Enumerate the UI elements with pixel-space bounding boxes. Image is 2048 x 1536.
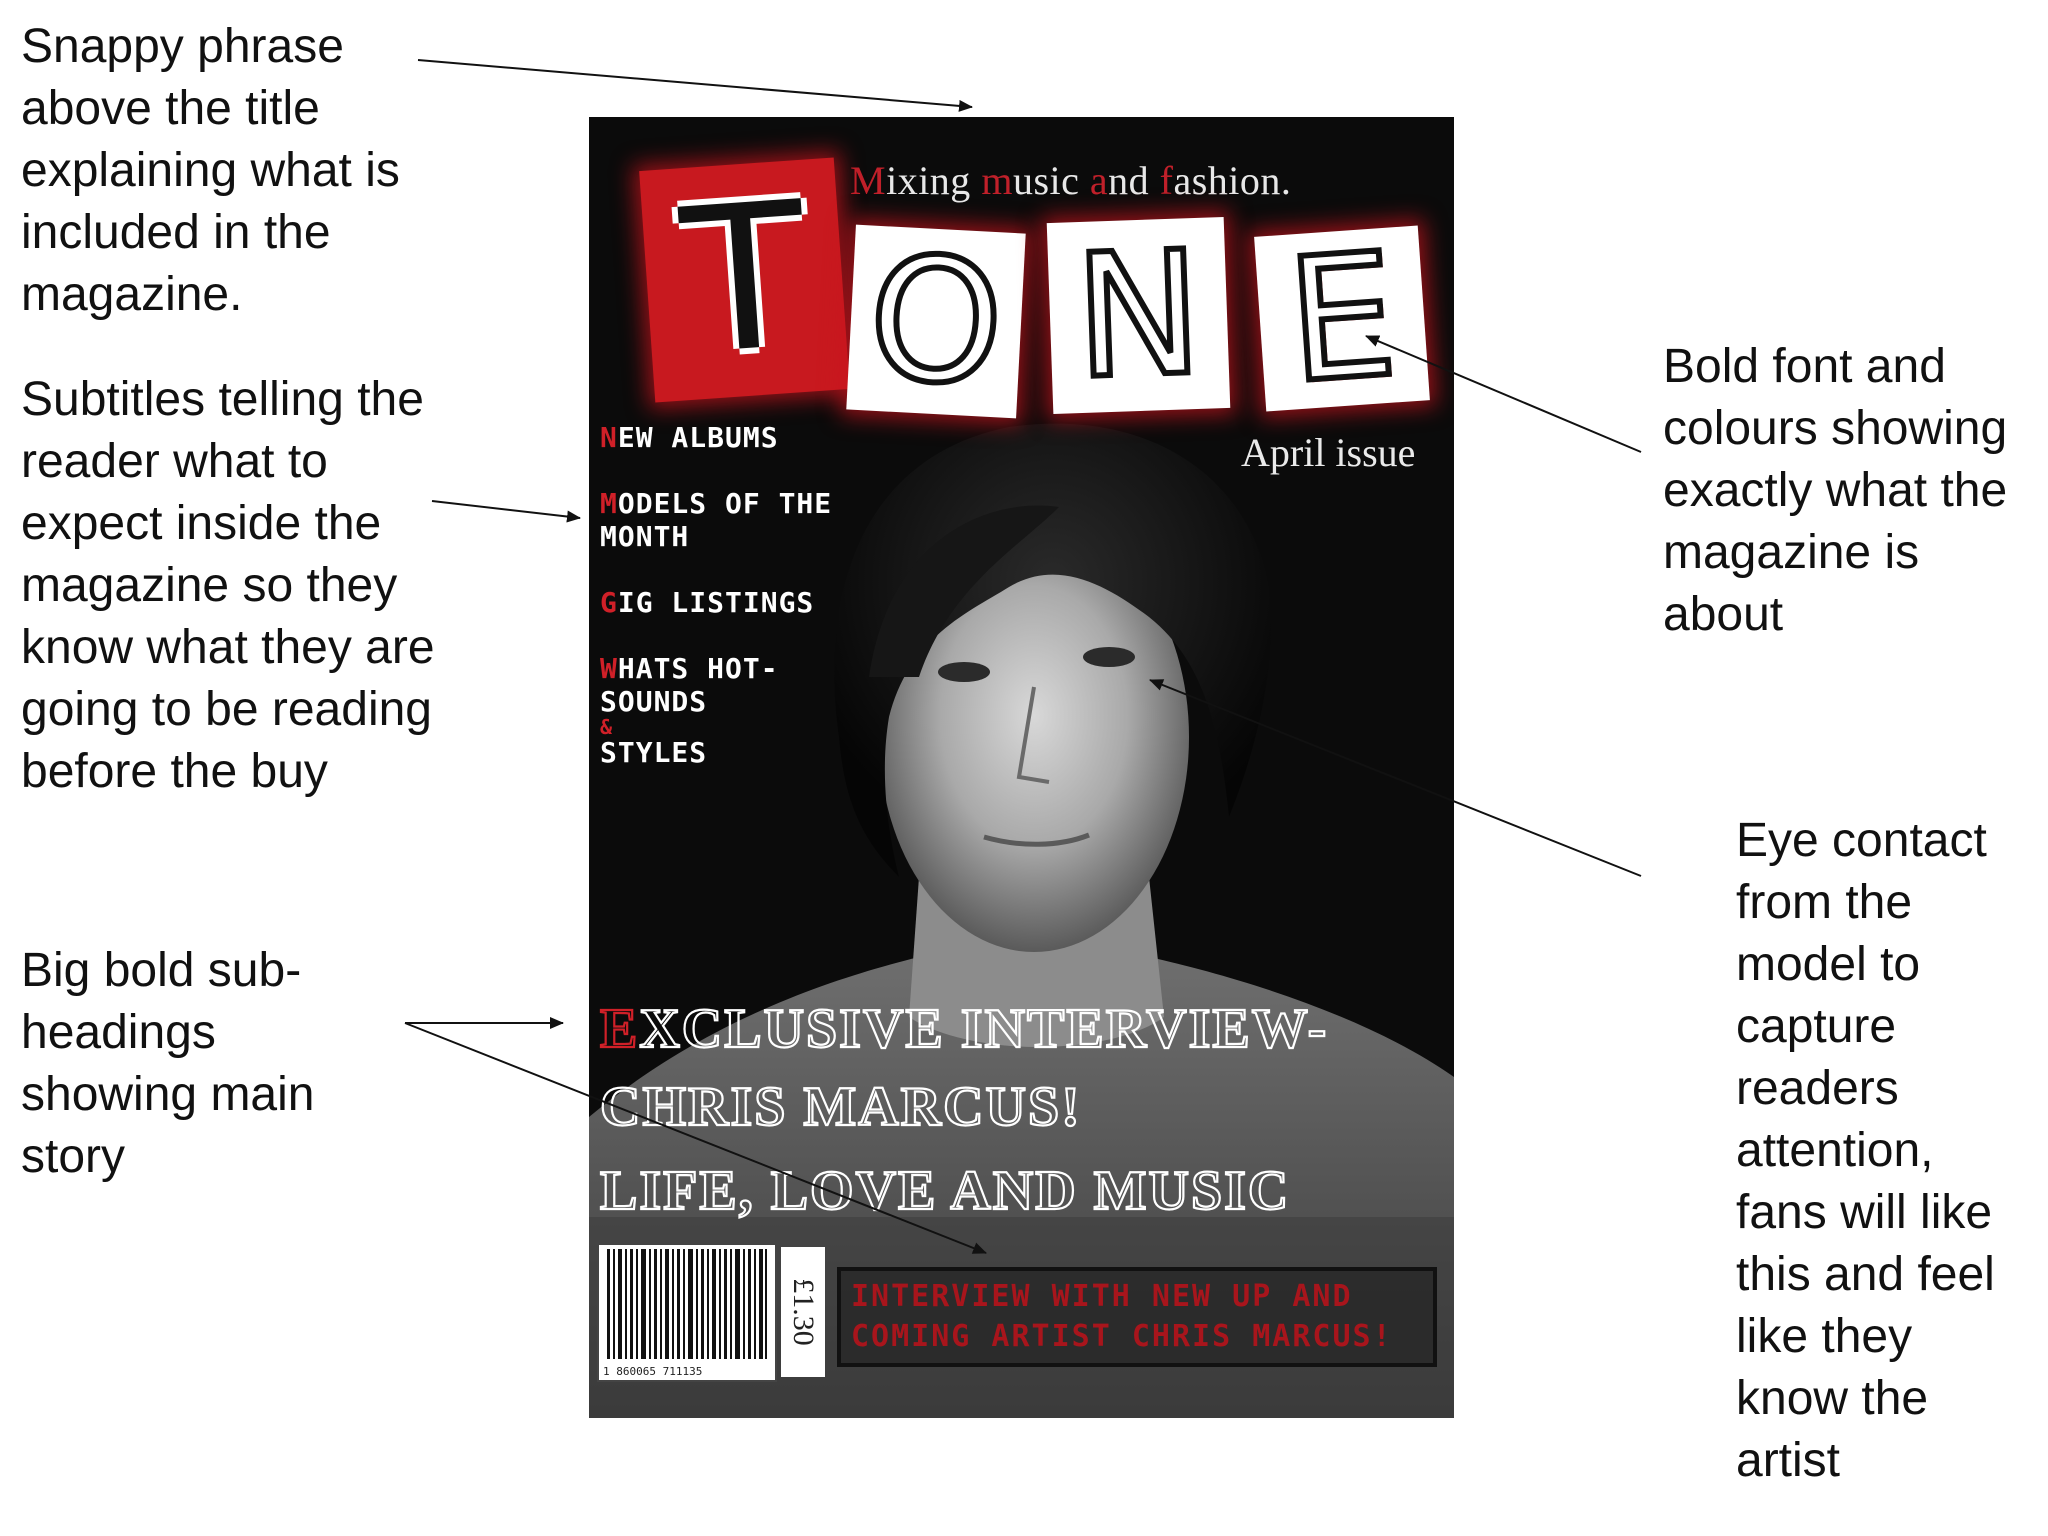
annotation-snappy-phrase: Snappy phrase above the title explaining what is included in the magazine. [21, 20, 400, 321]
headline-initial: E [600, 998, 640, 1060]
tagline-part: m [981, 158, 1013, 203]
cover-line-text: EW ALBUMS [617, 421, 779, 454]
cover-line-text: IG LISTINGS [617, 586, 815, 619]
cover-tagline [850, 157, 1291, 204]
cover-line-text: HATS HOT- SOUNDS [600, 652, 779, 718]
cover-line [600, 586, 860, 619]
tagline-part: usic [1012, 158, 1090, 203]
title-letter: O [864, 219, 1008, 424]
cover-line-initial: G [600, 586, 618, 619]
tagline-part: nd [1108, 158, 1160, 203]
cover-line [600, 652, 860, 769]
title-letter-tile-n [1047, 214, 1231, 417]
title-letter: T [675, 159, 814, 400]
promo-line-1: INTERVIEW WITH NEW UP AND [851, 1279, 1353, 1314]
cover-line [600, 487, 860, 553]
tagline-part: ashion. [1173, 158, 1292, 203]
main-headline-line-3: LIFE, LOVE AND MUSIC [600, 1160, 1291, 1222]
arrow-subtitles [432, 501, 580, 518]
price-label: £1.30 [787, 1278, 820, 1346]
cover-line-initial: W [600, 652, 618, 685]
cover-line-text: ODELS OF THE MONTH [600, 487, 833, 553]
cover-line-text: STYLES [600, 736, 708, 769]
promo-box [837, 1267, 1437, 1367]
tagline-part: f [1159, 158, 1174, 203]
title-letter-tile-e [1254, 215, 1430, 422]
cover-line-initial: M [600, 487, 618, 520]
headline-text: XCLUSIVE INTERVIEW- [639, 998, 1329, 1060]
title-letter: N [1071, 214, 1206, 417]
main-headline-line-1 [600, 997, 1328, 1061]
annotation-bold-font: Bold font and colours showing exactly what the magazine is about [1663, 340, 2008, 641]
title-letter: E [1281, 215, 1403, 422]
issue-label: April issue [1241, 430, 1416, 475]
main-headline-line-2: CHRIS MARCUS! [600, 1076, 1082, 1138]
annotation-big-bold-subheadings: Big bold sub-headings showing main story [21, 944, 315, 1183]
title-letter-tile-t [639, 157, 850, 402]
annotation-eye-contact: Eye contact from the model to capture readers attention, fans will like this and feel like they know the artist [1736, 814, 1995, 1487]
arrow-snappy [418, 60, 972, 107]
price-tag [781, 1247, 825, 1377]
cover-lines-list [600, 421, 860, 802]
tagline-part: a [1089, 158, 1109, 203]
annotation-subtitles: Subtitles telling the reader what to expect inside the magazine so they know what they are going to be reading before the buy [21, 373, 435, 798]
promo-line-2: COMING ARTIST CHRIS MARCUS! [851, 1319, 1393, 1354]
cover-line [600, 421, 860, 454]
barcode-bars-icon [605, 1249, 769, 1359]
barcode [597, 1243, 777, 1382]
title-letter-tile-o [846, 219, 1025, 424]
cover-line-ampersand: & [600, 715, 614, 739]
cover-line-initial: N [600, 421, 618, 454]
tagline-part: ixing [886, 158, 982, 203]
magazine-cover [589, 117, 1454, 1418]
barcode-number: 1 860065 711135 [603, 1365, 703, 1378]
tagline-part: M [850, 158, 887, 203]
